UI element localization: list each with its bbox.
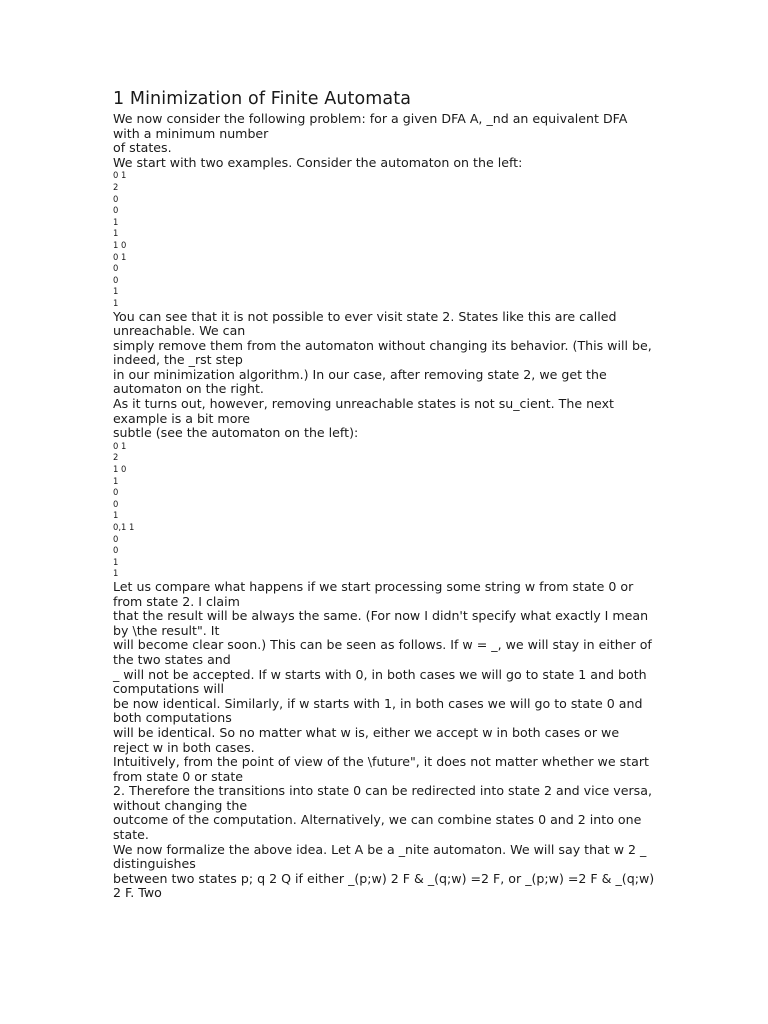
text-line: reject w in both cases. (113, 739, 255, 755)
figure-label: 1 0 (113, 464, 127, 475)
figure-label: 0 1 (113, 251, 127, 262)
figure-label: 1 0 (113, 239, 127, 250)
figure-label: 1 (113, 475, 119, 486)
figure-label: 2 (113, 181, 119, 192)
figure-label: 0 1 (113, 440, 127, 451)
text-line: of states. (113, 140, 172, 156)
text-line: outcome of the computation. Alternatively, we can combine states 0 and 2 into one (113, 812, 642, 828)
figure-label: 1 (113, 510, 119, 521)
text-line: We now formalize the above idea. Let A be a _nite automaton. We will say that w 2 _ (113, 841, 647, 857)
text-line: automaton on the right. (113, 381, 264, 397)
figure-label: 0 (113, 498, 119, 509)
text-line: indeed, the _rst step (113, 352, 243, 368)
figure-label: 1 (113, 297, 119, 308)
text-line: example is a bit more (113, 410, 251, 426)
text-line: Intuitively, from the point of view of the \future", it does not matter whether we start (113, 754, 649, 770)
automaton-figure-1-labels (113, 170, 658, 309)
figure-label: 0 (113, 263, 119, 274)
figure-label: 0 (113, 205, 119, 216)
figure-label: 0 1 (113, 170, 127, 181)
text-line: will be identical. So no matter what w is, either we accept w in both cases or we (113, 724, 620, 740)
text-line: computations will (113, 681, 225, 697)
figure-label: 2 (113, 452, 119, 463)
text-line: simply remove them from the automaton without changing its behavior. (This will be, (113, 337, 652, 353)
text-line: will become clear soon.) This can be seen as follows. If w = _, we will stay in either of (113, 637, 652, 653)
text-line: We now consider the following problem: for a given DFA A, _nd an equivalent DFA (113, 111, 628, 126)
text-line: from state 2. I claim (113, 593, 240, 609)
text-line: _ will not be accepted. If w starts with 0, in both cases we will go to state 1 and both (113, 666, 647, 682)
figure-label: 0 (113, 193, 119, 204)
text-line: without changing the (113, 797, 248, 813)
text-line: subtle (see the automaton on the left): (113, 425, 359, 441)
text-line: be now identical. Similarly, if w starts with 1, in both cases we will go to state 0 and (113, 695, 643, 711)
text-line: 2 F. Two (113, 885, 162, 901)
text-line: with a minimum number (113, 125, 269, 141)
text-line: that the result will be always the same. (For now I didn't specify what exactly I mean (113, 608, 649, 624)
document-page (113, 88, 658, 901)
distinguishing-paragraph (113, 580, 658, 901)
section-title: 1 Minimization of Finite Automata (113, 89, 412, 109)
text-line: the two states and (113, 651, 231, 667)
text-line: You can see that it is not possible to ever visit state 2. States like this are called (113, 308, 617, 324)
text-line: Let us compare what happens if we start processing some string w from state 0 or (113, 578, 634, 594)
text-line: from state 0 or state (113, 768, 244, 784)
text-line: between two states p; q 2 Q if either _(p;w) 2 F & _(q;w) =2 F, or _(p;w) =2 F & _(q;w) (113, 870, 655, 886)
text-line: 2. Therefore the transitions into state 0 can be redirected into state 2 and vice versa, (113, 783, 652, 799)
figure-label: 1 (113, 216, 119, 227)
figure-label: 1 (113, 228, 119, 239)
figure-label: 0 (113, 533, 119, 544)
text-line: by \the result". It (113, 622, 220, 638)
text-line: unreachable. We can (113, 323, 246, 339)
figure-label: 0 (113, 487, 119, 498)
text-line: distinguishes (113, 856, 196, 872)
figure-label: 0,1 1 (113, 522, 135, 532)
figure-label: 0 (113, 274, 119, 285)
unreachable-paragraph (113, 310, 658, 441)
intro-paragraph (113, 112, 658, 170)
text-line: in our minimization algorithm.) In our case, after removing state 2, we get the (113, 366, 607, 382)
automaton-figure-2-labels (113, 441, 658, 580)
figure-label: 1 (113, 568, 119, 579)
figure-label: 0 (113, 545, 119, 556)
text-line: state. (113, 827, 149, 843)
text-line: both computations (113, 710, 232, 726)
text-line: As it turns out, however, removing unreachable states is not su_cient. The next (113, 396, 614, 412)
figure-label: 1 (113, 556, 119, 567)
text-line: We start with two examples. Consider the automaton on the left: (113, 154, 523, 170)
figure-label: 1 (113, 286, 119, 297)
